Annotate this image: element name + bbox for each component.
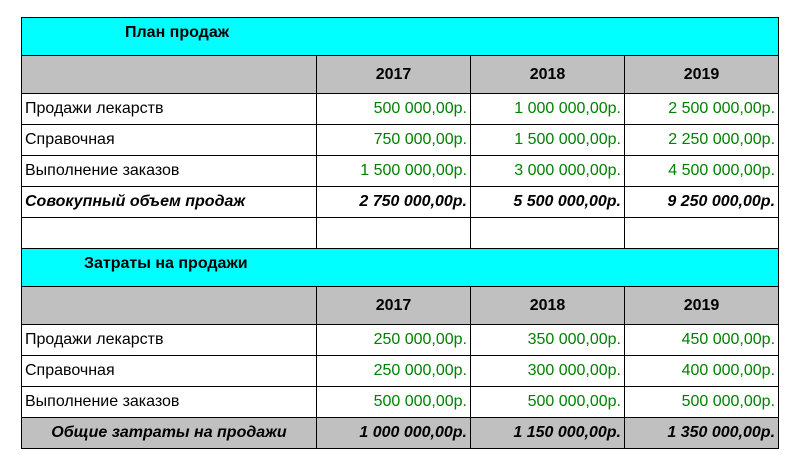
total-row	[22, 187, 779, 218]
value-cell[interactable]: 450 000,00р.	[625, 325, 779, 356]
total-label[interactable]: Общие затраты на продажи	[22, 418, 317, 449]
year-header-empty[interactable]	[22, 287, 317, 325]
value-cell[interactable]: 350 000,00р.	[471, 325, 625, 356]
value-cell[interactable]: 2 250 000,00р.	[625, 125, 779, 156]
sales-plan-years-row	[22, 56, 779, 94]
empty-cell[interactable]	[317, 218, 471, 249]
total-label[interactable]: Совокупный объем продаж	[22, 187, 317, 218]
table-row	[22, 156, 779, 187]
row-label[interactable]: Продажи лекарств	[22, 325, 317, 356]
table-row	[22, 94, 779, 125]
total-row	[22, 418, 779, 449]
total-cell[interactable]: 9 250 000,00р.	[625, 187, 779, 218]
value-cell[interactable]: 3 000 000,00р.	[471, 156, 625, 187]
sales-table	[21, 17, 779, 449]
sales-costs-title-row	[22, 249, 779, 287]
year-header[interactable]: 2017	[317, 56, 471, 94]
table-row	[22, 356, 779, 387]
value-cell[interactable]: 250 000,00р.	[317, 356, 471, 387]
sales-costs-title[interactable]: Затраты на продажи	[22, 249, 779, 287]
spreadsheet	[21, 17, 778, 449]
blank-row	[22, 218, 779, 249]
year-header[interactable]: 2018	[471, 287, 625, 325]
row-label[interactable]: Продажи лекарств	[22, 94, 317, 125]
value-cell[interactable]: 500 000,00р.	[625, 387, 779, 418]
value-cell[interactable]: 1 000 000,00р.	[471, 94, 625, 125]
year-header[interactable]: 2017	[317, 287, 471, 325]
sales-costs-years-row	[22, 287, 779, 325]
year-header[interactable]: 2019	[625, 56, 779, 94]
value-cell[interactable]: 500 000,00р.	[317, 94, 471, 125]
total-cell[interactable]: 1 350 000,00р.	[625, 418, 779, 449]
sales-plan-title[interactable]: План продаж	[22, 18, 779, 56]
value-cell[interactable]: 2 500 000,00р.	[625, 94, 779, 125]
value-cell[interactable]: 500 000,00р.	[471, 387, 625, 418]
sales-plan-title-row	[22, 18, 779, 56]
total-cell[interactable]: 1 150 000,00р.	[471, 418, 625, 449]
total-cell[interactable]: 2 750 000,00р.	[317, 187, 471, 218]
table-row	[22, 325, 779, 356]
value-cell[interactable]: 300 000,00р.	[471, 356, 625, 387]
value-cell[interactable]: 1 500 000,00р.	[317, 156, 471, 187]
table-row	[22, 125, 779, 156]
row-label[interactable]: Справочная	[22, 125, 317, 156]
value-cell[interactable]: 1 500 000,00р.	[471, 125, 625, 156]
empty-cell[interactable]	[471, 218, 625, 249]
total-cell[interactable]: 5 500 000,00р.	[471, 187, 625, 218]
value-cell[interactable]: 250 000,00р.	[317, 325, 471, 356]
empty-cell[interactable]	[625, 218, 779, 249]
row-label[interactable]: Выполнение заказов	[22, 156, 317, 187]
empty-cell[interactable]	[22, 218, 317, 249]
year-header[interactable]: 2018	[471, 56, 625, 94]
row-label[interactable]: Справочная	[22, 356, 317, 387]
value-cell[interactable]: 500 000,00р.	[317, 387, 471, 418]
year-header[interactable]: 2019	[625, 287, 779, 325]
total-cell[interactable]: 1 000 000,00р.	[317, 418, 471, 449]
value-cell[interactable]: 4 500 000,00р.	[625, 156, 779, 187]
year-header-empty[interactable]	[22, 56, 317, 94]
value-cell[interactable]: 750 000,00р.	[317, 125, 471, 156]
table-row	[22, 387, 779, 418]
value-cell[interactable]: 400 000,00р.	[625, 356, 779, 387]
row-label[interactable]: Выполнение заказов	[22, 387, 317, 418]
